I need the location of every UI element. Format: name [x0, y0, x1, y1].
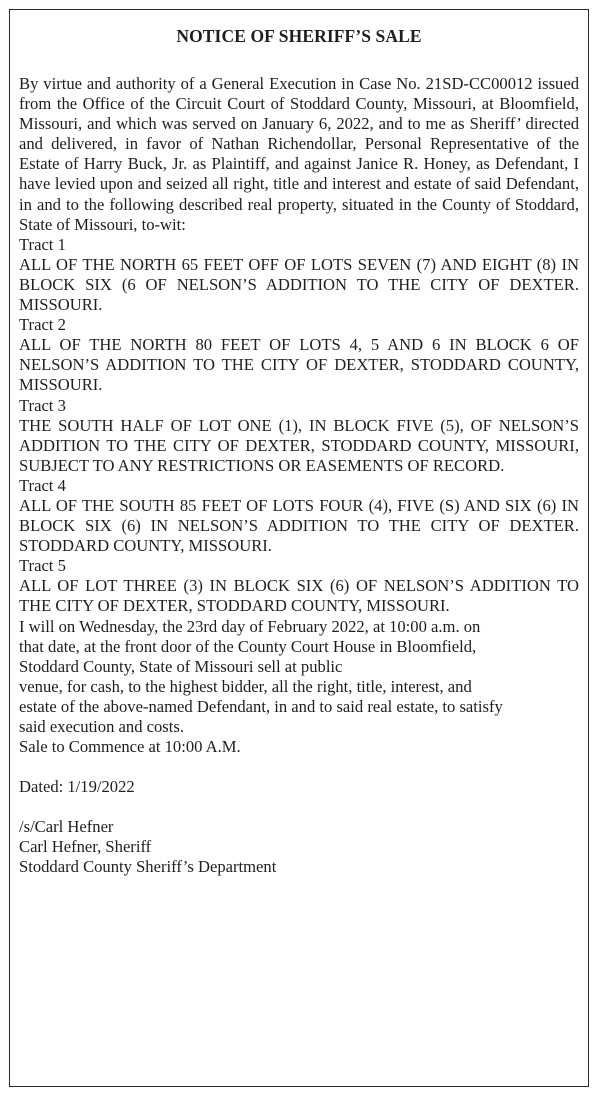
sale-line: estate of the above-named Defendant, in and to said real estate, to satisfy	[19, 696, 503, 716]
spacer	[19, 757, 579, 777]
dated-line: Dated: 1/19/2022	[19, 777, 135, 797]
tract-2-description: ALL OF THE NORTH 80 FEET OF LOTS 4, 5 AND 6 IN BLOCK 6 OF NELSON’S ADDITION TO THE CITY OF DEXTER, STODDARD COUNTY, MISSOURI.	[19, 335, 579, 395]
sale-line: Stoddard County, State of Missouri sell at public	[19, 656, 343, 676]
tract-1-label: Tract 1	[19, 234, 66, 254]
sheriff-name-title: Carl Hefner, Sheriff	[19, 837, 152, 857]
sale-line: said execution and costs.	[19, 717, 184, 736]
sale-line: that date, at the front door of the County Court House in Bloomfield,	[19, 636, 477, 656]
tract-5-label: Tract 5	[19, 556, 66, 576]
tract-4-label: Tract 4	[19, 475, 66, 495]
tract-4-description: ALL OF THE SOUTH 85 FEET OF LOTS FOUR (4), FIVE (S) AND SIX (6) IN BLOCK SIX (6) IN NELSON’S ADDITION TO THE CITY OF DEXTER. STODDARD COUNTY, MISSOURI.	[19, 495, 579, 556]
spacer	[19, 797, 579, 817]
signature-line: /s/Carl Hefner	[19, 817, 114, 837]
tract-3-description: THE SOUTH HALF OF LOT ONE (1), IN BLOCK FIVE (5), OF NELSON’S ADDITION TO THE CITY OF DEXTER, STODDARD COUNTY, MISSOURI, SUBJECT TO ANY RESTRICTIONS OR EASEMENTS OF RECORD.	[19, 415, 579, 475]
notice-title: NOTICE OF SHERIFF’S SALE	[176, 26, 422, 46]
tract-2-label: Tract 2	[19, 315, 66, 335]
sale-commence-line: Sale to Commence at 10:00 A.M.	[19, 737, 241, 757]
notice-frame	[9, 9, 589, 1087]
tract-5-description: ALL OF LOT THREE (3) IN BLOCK SIX (6) OF NELSON’S ADDITION TO THE CITY OF DEXTER, STODDARD COUNTY, MISSOURI.	[19, 576, 579, 616]
intro-paragraph: By virtue and authority of a General Execution in Case No. 21SD-CC00012 issued from the Office of the Circuit Court of Stoddard County, Missouri, at Bloomfield, Missouri, and which was served on January 6, 2022, and to me as Sheriff’ directed and delivered, in favor of Nathan Richendollar, Personal Representative of the Estate of Harry Buck, Jr. as Plaintiff, and against Janice R. Honey, as Defendant, I have levied upon and seized all right, title and interest and estate of said Defendant, in and to the following described real property, situated in the County of Stoddard, State of Missouri, to-wit:	[19, 74, 579, 234]
notice-body	[19, 74, 579, 878]
sheriff-department: Stoddard County Sheriff’s Department	[19, 857, 277, 877]
tract-1-description: ALL OF THE NORTH 65 FEET OFF OF LOTS SEVEN (7) AND EIGHT (8) IN BLOCK SIX (6 OF NELSON’S ADDITION TO THE CITY OF DEXTER. MISSOURI.	[19, 254, 579, 315]
sale-line: venue, for cash, to the highest bidder, all the right, title, interest, and	[19, 676, 472, 696]
sale-line: I will on Wednesday, the 23rd day of February 2022, at 10:00 a.m. on	[19, 616, 481, 636]
tract-3-label: Tract 3	[19, 395, 66, 415]
